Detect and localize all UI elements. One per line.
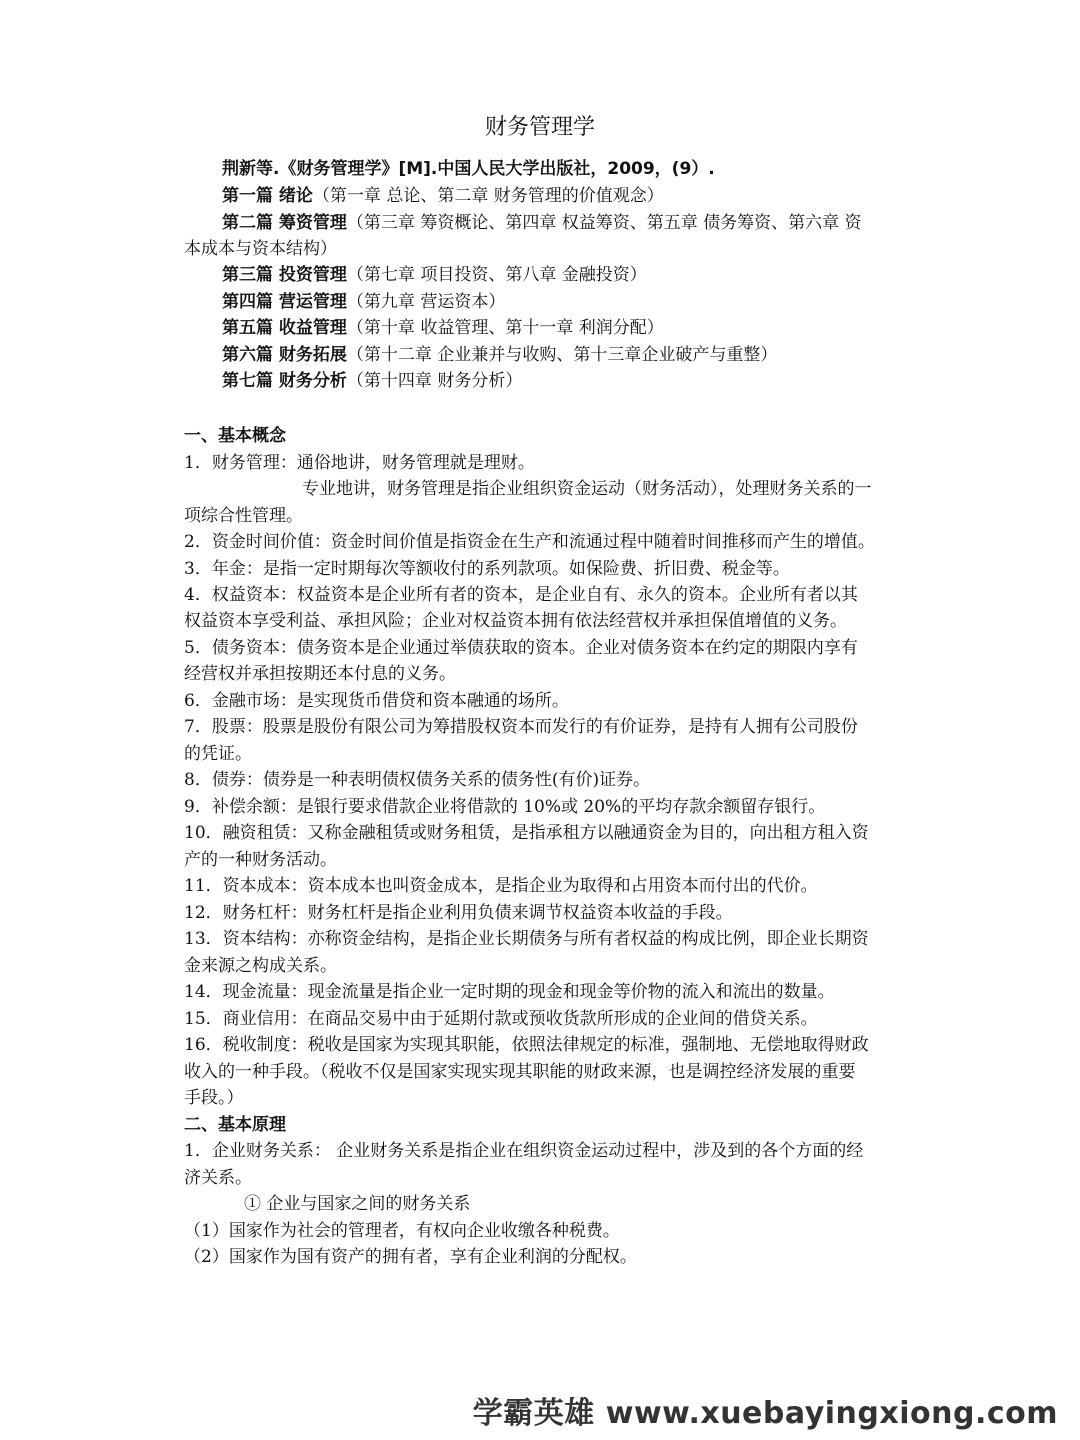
concept-line: 14．现金流量：现金流量是指企业一定时期的现金和现金等价物的流入和流出的数量。 bbox=[184, 982, 835, 1002]
part-6-detail: （第十二章 企业兼并与收购、第十三章企业破产与重整） bbox=[346, 345, 778, 365]
concept-line: 5．债务资本：债务资本是企业通过举债获取的资本。企业对债务资本在约定的期限内享有 bbox=[184, 638, 858, 658]
part-5-label: 第五篇 收益管理 bbox=[222, 318, 347, 338]
part-2-detail: （第三章 筹资概论、第四章 权益筹资、第五章 债务筹资、第六章 资 bbox=[346, 213, 862, 233]
part-7-detail: （第十四章 财务分析） bbox=[346, 371, 523, 391]
part-1-detail: （第一章 总论、第二章 财务管理的价值观念） bbox=[312, 186, 664, 206]
concept-line: 10．融资租赁：又称金融租赁或财务租赁，是指承租方以融通资金为目的，向出租方租入资 bbox=[184, 823, 869, 843]
part-4-label: 第四篇 营运管理 bbox=[222, 292, 347, 312]
concept-line: 11．资本成本：资本成本也叫资金成本，是指企业为取得和占用资本而付出的代价。 bbox=[184, 876, 818, 896]
part-3-label: 第三篇 投资管理 bbox=[222, 265, 347, 285]
concept-line: 3．年金：是指一定时期每次等额收付的系列款项。如保险费、折旧费、税金等。 bbox=[184, 559, 790, 579]
concept-line: 产的一种财务活动。 bbox=[184, 850, 337, 870]
part-1-label: 第一篇 绪论 bbox=[222, 186, 313, 206]
part-3 bbox=[222, 263, 647, 287]
part-3-detail: （第七章 项目投资、第八章 金融投资） bbox=[346, 265, 647, 285]
concept-line: 金来源之构成关系。 bbox=[184, 956, 337, 976]
concept-line: 收入的一种手段。（税收不仅是国家实现实现其职能的财政来源，也是调控经济发展的重要 bbox=[184, 1062, 856, 1082]
concept-line: 权益资本享受利益、承担风险；企业对权益资本拥有依法经营权并承担保值增值的义务。 bbox=[184, 611, 847, 631]
concept-line: 4．权益资本：权益资本是企业所有者的资本，是企业自有、永久的资本。企业所有者以其 bbox=[184, 585, 858, 605]
part-5-detail: （第十章 收益管理、第十一章 利润分配） bbox=[346, 318, 664, 338]
part-4-detail: （第九章 营运资本） bbox=[346, 292, 506, 312]
part-6 bbox=[222, 343, 777, 367]
concept-line: 的凭证。 bbox=[184, 744, 252, 764]
part-6-label: 第六篇 财务拓展 bbox=[222, 345, 347, 365]
part-2 bbox=[222, 211, 862, 235]
concept-line: 手段。） bbox=[184, 1088, 244, 1108]
concept-line: 15．商业信用：在商品交易中由于延期付款或预收货款所形成的企业间的借贷关系。 bbox=[184, 1009, 818, 1029]
concept-line: 项综合性管理。 bbox=[184, 506, 303, 526]
principle-line: （1）国家作为社会的管理者，有权向企业收缴各种税费。 bbox=[184, 1221, 620, 1241]
concept-line: 12．财务杠杆：财务杠杆是指企业利用负债来调节权益资本收益的手段。 bbox=[184, 903, 733, 923]
part-2-cont: 本成本与资本结构） bbox=[184, 239, 337, 259]
section-2-heading: 二、基本原理 bbox=[184, 1115, 286, 1135]
principle-line: （2）国家作为国有资产的拥有者，享有企业利润的分配权。 bbox=[184, 1247, 637, 1267]
principle-line: 济关系。 bbox=[184, 1168, 252, 1188]
concept-line: 1．财务管理：通俗地讲，财务管理就是理财。 bbox=[184, 453, 535, 473]
concept-line: 8．债券：债券是一种表明债权债务关系的债务性(有价)证券。 bbox=[184, 770, 651, 790]
part-4 bbox=[222, 290, 505, 314]
concept-line: 9．补偿余额：是银行要求借款企业将借款的 10%或 20%的平均存款余额留存银行。 bbox=[184, 797, 826, 817]
section-1-heading: 一、基本概念 bbox=[184, 426, 286, 446]
part-7-label: 第七篇 财务分析 bbox=[222, 371, 347, 391]
concept-line: 16．税收制度：税收是国家为实现其职能，依照法律规定的标准，强制地、无偿地取得财政 bbox=[184, 1035, 869, 1055]
doc-title: 财务管理学 bbox=[484, 115, 595, 140]
concept-line: 13．资本结构：亦称资金结构，是指企业长期债务与所有者权益的构成比例，即企业长期资 bbox=[184, 929, 869, 949]
concept-line: 经营权并承担按期还本付息的义务。 bbox=[184, 664, 456, 684]
concept-line: 7．股票：股票是股份有限公司为筹措股权资本而发行的有价证券，是持有人拥有公司股份 bbox=[184, 717, 858, 737]
concept-line: 2．资金时间价值：资金时间价值是指资金在生产和流通过程中随着时间推移而产生的增值。 bbox=[184, 532, 875, 552]
part-7 bbox=[222, 369, 522, 393]
part-2-label: 第二篇 筹资管理 bbox=[222, 213, 347, 233]
concept-line: 专业地讲，财务管理是指企业组织资金运动（财务活动），处理财务关系的一 bbox=[302, 479, 872, 499]
concept-line: 6．金融市场：是实现货币借贷和资本融通的场所。 bbox=[184, 691, 569, 711]
reference-line: 荆新等.《财务管理学》[M].中国人民大学出版社，2009，(9）. bbox=[222, 159, 715, 179]
principle-line: 1．企业财务关系： 企业财务关系是指企业在组织资金运动过程中，涉及到的各个方面的经 bbox=[184, 1141, 864, 1161]
part-1 bbox=[222, 184, 664, 208]
site-watermark: 学霸英雄 www.xuebayingxiong.com bbox=[472, 1396, 1058, 1431]
principle-line: ① 企业与国家之间的财务关系 bbox=[244, 1194, 471, 1214]
part-5 bbox=[222, 316, 664, 340]
